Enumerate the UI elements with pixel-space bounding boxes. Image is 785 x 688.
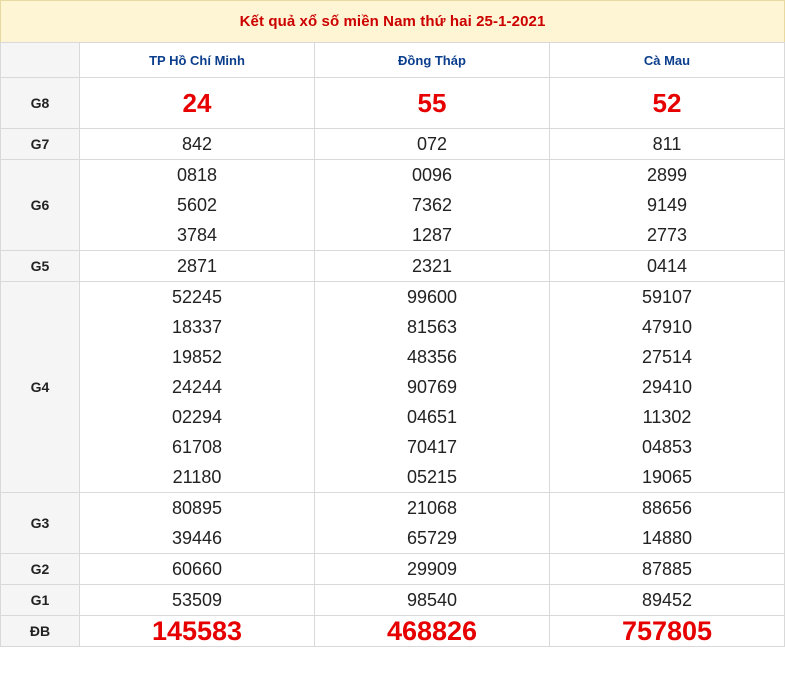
result-number: 39446 xyxy=(171,528,223,548)
result-cell xyxy=(80,554,315,585)
result-cell xyxy=(80,616,315,647)
table-header-row xyxy=(1,43,785,78)
prize-label: G8 xyxy=(1,78,80,129)
result-cell xyxy=(550,554,785,585)
result-number: 70417 xyxy=(406,437,458,457)
result-number: 52245 xyxy=(171,287,223,307)
result-number: 2871 xyxy=(176,256,218,276)
table-row xyxy=(1,129,785,160)
result-number: 18337 xyxy=(171,317,223,337)
result-number: 55 xyxy=(417,88,447,118)
column-header-province-2: Đồng Tháp xyxy=(315,43,550,78)
prize-label: G6 xyxy=(1,160,80,251)
results-table xyxy=(0,42,785,647)
result-cell xyxy=(550,160,785,251)
result-number: 87885 xyxy=(641,559,693,579)
result-number: 24244 xyxy=(171,377,223,397)
result-number: 53509 xyxy=(171,590,223,610)
result-cell xyxy=(315,78,550,129)
table-corner-cell xyxy=(1,43,80,78)
result-cell xyxy=(315,493,550,554)
result-number: 61708 xyxy=(171,437,223,457)
prize-label: G2 xyxy=(1,554,80,585)
column-header-province-1: TP Hồ Chí Minh xyxy=(80,43,315,78)
result-number: 2899 xyxy=(646,165,688,185)
result-number: 88656 xyxy=(641,498,693,518)
table-row xyxy=(1,585,785,616)
result-cell xyxy=(315,282,550,493)
result-number: 21068 xyxy=(406,498,458,518)
result-number: 1287 xyxy=(411,225,453,245)
result-cell xyxy=(550,616,785,647)
result-number: 47910 xyxy=(641,317,693,337)
result-number: 24 xyxy=(182,88,212,118)
result-cell xyxy=(315,616,550,647)
result-cell xyxy=(80,585,315,616)
result-number: 65729 xyxy=(406,528,458,548)
result-number: 89452 xyxy=(641,590,693,610)
result-number: 842 xyxy=(181,134,213,154)
result-number: 52 xyxy=(652,88,682,118)
result-number: 04853 xyxy=(641,437,693,457)
result-number: 757805 xyxy=(621,616,713,646)
result-number: 29410 xyxy=(641,377,693,397)
result-cell xyxy=(315,585,550,616)
table-row xyxy=(1,282,785,493)
page-title xyxy=(240,13,546,30)
result-number: 0096 xyxy=(411,165,453,185)
result-cell xyxy=(80,282,315,493)
result-cell xyxy=(550,78,785,129)
result-number: 7362 xyxy=(411,195,453,215)
prize-label: G3 xyxy=(1,493,80,554)
result-cell xyxy=(315,129,550,160)
result-number: 3784 xyxy=(176,225,218,245)
page-title-date: thứ hai 25-1-2021 xyxy=(420,13,546,30)
result-number: 072 xyxy=(416,134,448,154)
result-number: 2321 xyxy=(411,256,453,276)
result-number: 80895 xyxy=(171,498,223,518)
page-title-bar xyxy=(0,0,785,42)
result-number: 29909 xyxy=(406,559,458,579)
result-number: 5602 xyxy=(176,195,218,215)
result-number: 468826 xyxy=(386,616,478,646)
result-number: 99600 xyxy=(406,287,458,307)
table-row xyxy=(1,78,785,129)
result-number: 19852 xyxy=(171,347,223,367)
result-cell xyxy=(550,493,785,554)
result-cell xyxy=(80,160,315,251)
table-row xyxy=(1,160,785,251)
result-number: 0414 xyxy=(646,256,688,276)
result-number: 14880 xyxy=(641,528,693,548)
result-number: 81563 xyxy=(406,317,458,337)
result-number: 02294 xyxy=(171,407,223,427)
result-number: 11302 xyxy=(642,407,692,427)
result-cell xyxy=(80,78,315,129)
prize-label: G7 xyxy=(1,129,80,160)
result-number: 90769 xyxy=(406,377,458,397)
table-row xyxy=(1,554,785,585)
column-header-province-3: Cà Mau xyxy=(550,43,785,78)
result-number: 05215 xyxy=(406,467,458,487)
table-header xyxy=(1,43,785,78)
result-cell xyxy=(315,554,550,585)
result-number: 60660 xyxy=(171,559,223,579)
table-row xyxy=(1,251,785,282)
result-number: 59107 xyxy=(641,287,693,307)
result-number: 2773 xyxy=(646,225,688,245)
result-cell xyxy=(315,251,550,282)
result-number: 19065 xyxy=(641,467,693,487)
result-number: 811 xyxy=(652,134,682,154)
prize-label: G1 xyxy=(1,585,80,616)
result-number: 9149 xyxy=(646,195,688,215)
result-number: 21180 xyxy=(172,467,222,487)
result-cell xyxy=(80,129,315,160)
result-cell xyxy=(80,493,315,554)
result-cell xyxy=(80,251,315,282)
page-title-main: Kết quả xổ số miền Nam xyxy=(239,13,416,30)
table-row xyxy=(1,493,785,554)
result-number: 04651 xyxy=(406,407,458,427)
result-number: 145583 xyxy=(151,616,243,646)
result-number: 98540 xyxy=(406,590,458,610)
result-number: 48356 xyxy=(406,347,458,367)
prize-label: ĐB xyxy=(1,616,80,647)
table-body xyxy=(1,78,785,647)
prize-label: G5 xyxy=(1,251,80,282)
result-cell xyxy=(550,585,785,616)
result-cell xyxy=(550,251,785,282)
table-row xyxy=(1,616,785,647)
result-number: 27514 xyxy=(641,347,693,367)
result-cell xyxy=(550,129,785,160)
result-cell xyxy=(550,282,785,493)
result-number: 0818 xyxy=(176,165,218,185)
prize-label: G4 xyxy=(1,282,80,493)
result-cell xyxy=(315,160,550,251)
